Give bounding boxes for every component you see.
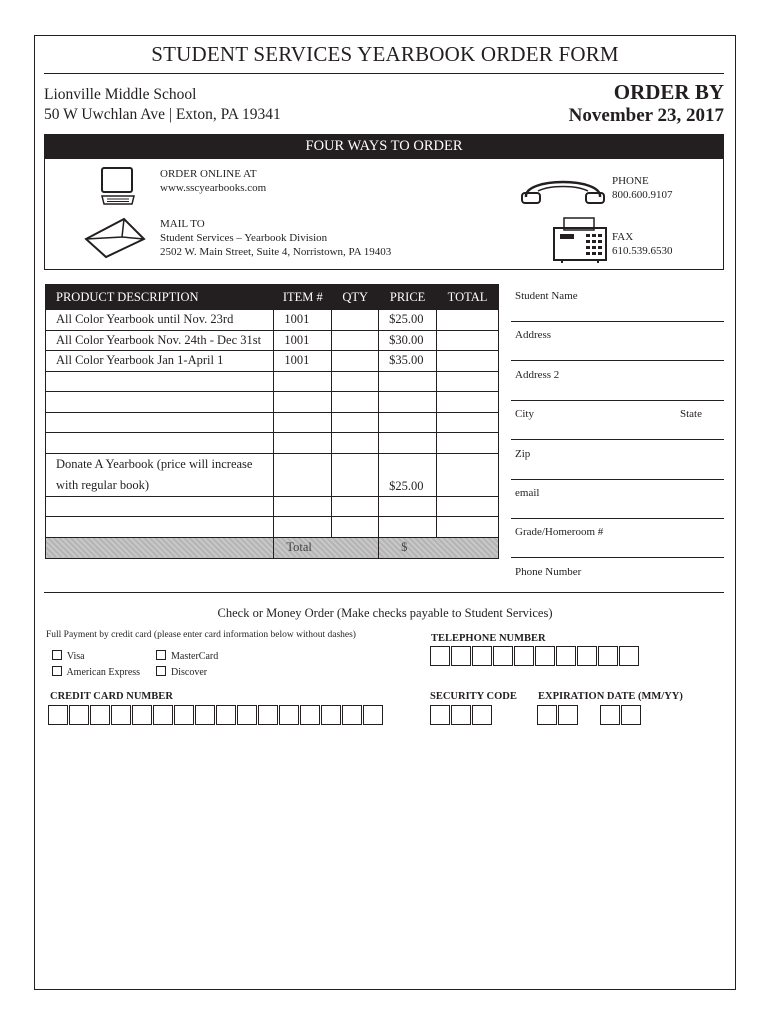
table-row: [46, 496, 499, 517]
qty-cell[interactable]: [332, 453, 379, 496]
grade-line[interactable]: [511, 557, 724, 558]
blank-cell[interactable]: [379, 433, 437, 454]
blank-cell[interactable]: [46, 412, 274, 433]
fax-icon: [552, 216, 608, 264]
donate-price: $25.00: [379, 453, 437, 496]
school-address: 50 W Uwchlan Ave | Exton, PA 19341: [44, 106, 281, 123]
total-cell[interactable]: [437, 453, 499, 496]
grade-label: Grade/Homeroom #: [515, 526, 604, 538]
blank-cell[interactable]: [332, 433, 379, 454]
blank-cell[interactable]: [379, 517, 437, 538]
discover-checkbox[interactable]: [156, 666, 166, 676]
blank-cell[interactable]: [274, 412, 332, 433]
total-label: Total: [274, 537, 379, 558]
column-header-qty: QTY: [332, 285, 379, 310]
product-price: $35.00: [379, 351, 437, 372]
order-by-date: November 23, 2017: [568, 105, 724, 126]
total-cell[interactable]: [437, 351, 499, 372]
amex-checkbox[interactable]: [52, 666, 62, 676]
telephone-number-label: TELEPHONE NUMBER: [431, 633, 546, 644]
column-header-description: PRODUCT DESCRIPTION: [46, 285, 274, 310]
check-instructions: Check or Money Order (Make checks payable to Student Services): [217, 606, 553, 620]
table-row: [46, 310, 499, 331]
blank-cell[interactable]: [274, 517, 332, 538]
computer-icon: [98, 166, 138, 206]
online-label: ORDER ONLINE AT: [160, 168, 257, 180]
product-item: 1001: [274, 310, 332, 331]
visa-label: Visa: [66, 651, 85, 662]
product-desc: All Color Yearbook Nov. 24th - Dec 31st: [46, 330, 274, 351]
table-row: [46, 433, 499, 454]
donate-line2: with regular book): [56, 477, 150, 492]
phone-number-label: Phone Number: [515, 566, 582, 578]
fax-number: 610.539.6530: [612, 245, 673, 257]
city-label: City: [515, 408, 534, 420]
qty-cell[interactable]: [332, 330, 379, 351]
online-url[interactable]: www.sscyearbooks.com: [160, 182, 267, 194]
blank-cell[interactable]: [379, 496, 437, 517]
table-row: [46, 330, 499, 351]
blank-cell[interactable]: [332, 412, 379, 433]
total-blank: [46, 537, 274, 558]
blank-cell[interactable]: [437, 392, 499, 413]
donate-item-cell: [274, 453, 332, 496]
total-cell[interactable]: [437, 310, 499, 331]
email-label: email: [515, 487, 540, 499]
mail-label: MAIL TO: [160, 218, 205, 230]
credit-card-number-boxes[interactable]: [48, 705, 384, 725]
table-header-row: [46, 285, 499, 310]
expiration-date-label: EXPIRATION DATE (MM/YY): [538, 691, 683, 702]
security-code-label: SECURITY CODE: [430, 691, 517, 702]
blank-cell[interactable]: [379, 392, 437, 413]
product-price: $25.00: [379, 310, 437, 331]
table-row: [46, 351, 499, 372]
address2-line[interactable]: [511, 400, 724, 401]
qty-cell[interactable]: [332, 310, 379, 331]
security-code-boxes[interactable]: [430, 705, 493, 725]
blank-cell[interactable]: [437, 433, 499, 454]
table-row-donate: [46, 453, 499, 496]
table-row: [46, 392, 499, 413]
form-title: STUDENT SERVICES YEARBOOK ORDER FORM: [151, 42, 619, 66]
blank-cell[interactable]: [332, 496, 379, 517]
product-table: [45, 284, 499, 559]
table-row: [46, 371, 499, 392]
title-divider: [44, 73, 724, 74]
blank-cell[interactable]: [332, 392, 379, 413]
visa-option[interactable]: [52, 650, 85, 662]
student-name-line[interactable]: [511, 321, 724, 322]
mastercard-checkbox[interactable]: [156, 650, 166, 660]
blank-cell[interactable]: [379, 412, 437, 433]
email-line[interactable]: [511, 518, 724, 519]
product-item: 1001: [274, 330, 332, 351]
blank-cell[interactable]: [46, 517, 274, 538]
blank-cell[interactable]: [274, 392, 332, 413]
blank-cell[interactable]: [437, 412, 499, 433]
student-name-label: Student Name: [515, 290, 578, 302]
blank-cell[interactable]: [46, 433, 274, 454]
telephone-number-boxes[interactable]: [430, 646, 640, 666]
blank-cell[interactable]: [46, 392, 274, 413]
state-label: State: [680, 408, 702, 420]
blank-cell[interactable]: [437, 496, 499, 517]
city-state-line[interactable]: [511, 439, 724, 440]
section-divider: [44, 592, 724, 593]
donate-line1: Donate A Yearbook (price will increase: [56, 456, 253, 471]
amex-label: American Express: [66, 667, 141, 678]
fax-label: FAX: [612, 231, 634, 243]
phone-icon: [520, 167, 606, 207]
expiration-year-boxes[interactable]: [600, 705, 642, 725]
mastercard-option[interactable]: [156, 650, 218, 662]
blank-cell[interactable]: [437, 371, 499, 392]
total-currency[interactable]: $: [379, 537, 499, 558]
blank-cell[interactable]: [379, 371, 437, 392]
qty-cell[interactable]: [332, 351, 379, 372]
column-header-total: TOTAL: [437, 285, 499, 310]
amex-option[interactable]: [52, 666, 140, 678]
address-line[interactable]: [511, 360, 724, 361]
blank-cell[interactable]: [274, 433, 332, 454]
card-instructions: Full Payment by credit card (please enter card information below without dashes): [46, 630, 356, 640]
product-price: $30.00: [379, 330, 437, 351]
envelope-icon: [84, 217, 146, 259]
donate-desc: [46, 453, 274, 496]
mail-line1: Student Services – Yearbook Division: [160, 232, 328, 244]
blank-cell[interactable]: [437, 517, 499, 538]
ways-to-order-header: FOUR WAYS TO ORDER: [44, 134, 724, 159]
credit-card-number-label: CREDIT CARD NUMBER: [50, 691, 173, 702]
table-row: [46, 517, 499, 538]
discover-label: Discover: [171, 667, 208, 678]
address2-label: Address 2: [515, 369, 560, 381]
blank-cell[interactable]: [274, 371, 332, 392]
address-label: Address: [515, 329, 552, 341]
blank-cell[interactable]: [332, 371, 379, 392]
zip-line[interactable]: [511, 479, 724, 480]
product-desc: All Color Yearbook Jan 1-April 1: [46, 351, 274, 372]
blank-cell[interactable]: [46, 371, 274, 392]
product-desc: All Color Yearbook until Nov. 23rd: [46, 310, 274, 331]
order-by-label: ORDER BY: [613, 80, 724, 104]
expiration-month-boxes[interactable]: [537, 705, 579, 725]
visa-checkbox[interactable]: [52, 650, 62, 660]
phone-number: 800.600.9107: [612, 189, 673, 201]
total-cell[interactable]: [437, 330, 499, 351]
discover-option[interactable]: [156, 666, 207, 678]
phone-label: PHONE: [612, 175, 649, 187]
blank-cell[interactable]: [274, 496, 332, 517]
mastercard-label: MasterCard: [171, 651, 219, 662]
product-item: 1001: [274, 351, 332, 372]
column-header-item: ITEM #: [274, 285, 332, 310]
blank-cell[interactable]: [332, 517, 379, 538]
zip-label: Zip: [515, 448, 531, 460]
table-row: [46, 412, 499, 433]
blank-cell[interactable]: [46, 496, 274, 517]
total-row: [46, 537, 499, 558]
column-header-price: PRICE: [379, 285, 437, 310]
mail-line2: 2502 W. Main Street, Suite 4, Norristown, PA 19403: [160, 246, 392, 258]
school-name: Lionville Middle School: [44, 86, 197, 103]
